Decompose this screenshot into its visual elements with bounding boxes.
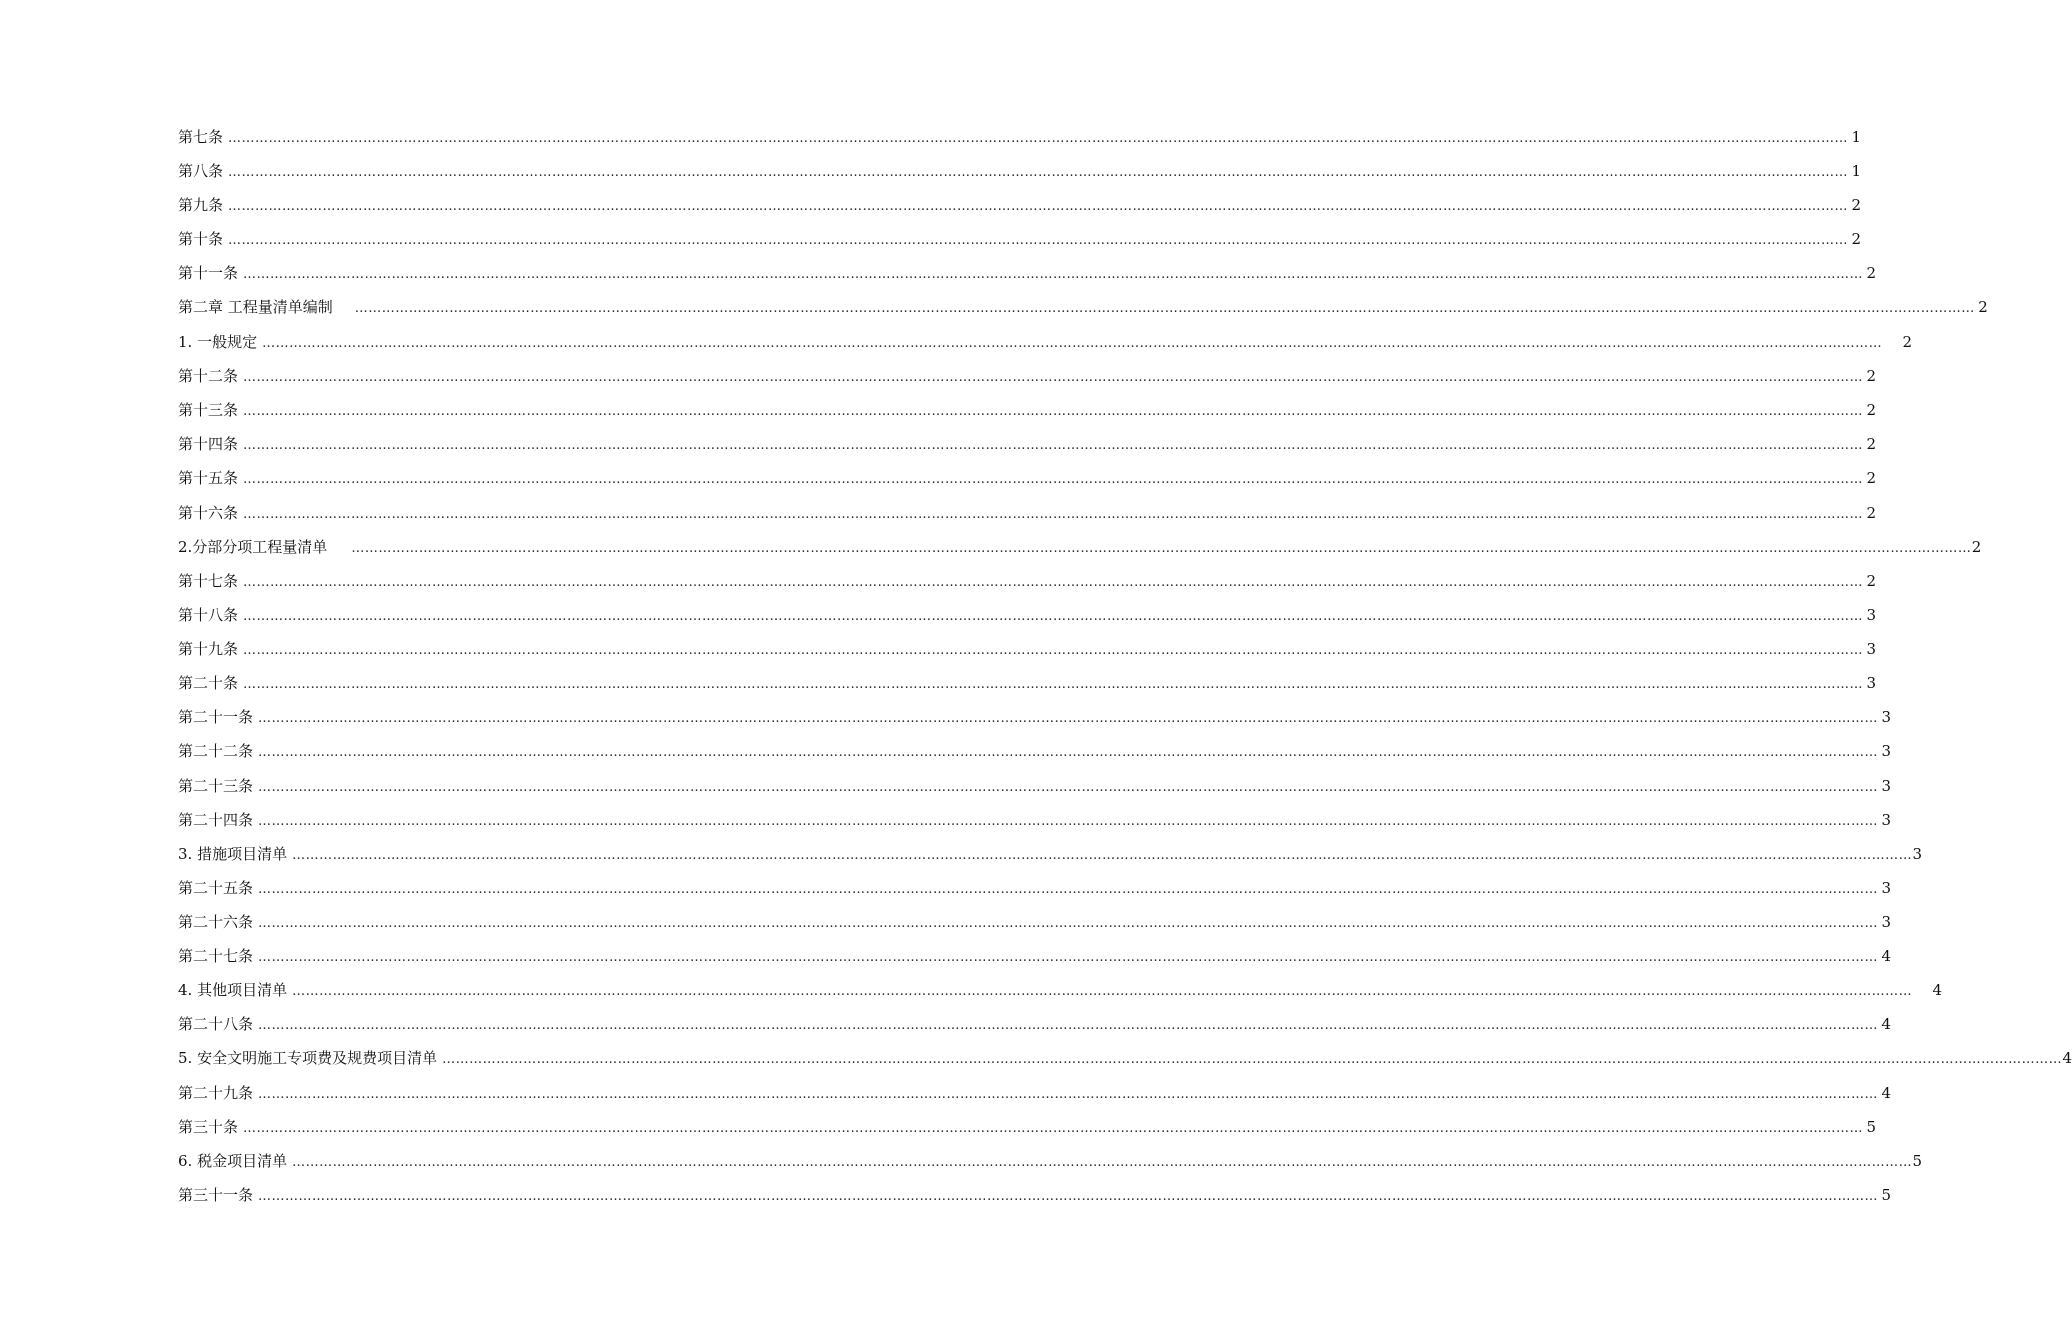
toc-entry-label: 第七条 xyxy=(178,128,224,146)
toc-entry-page: 4 xyxy=(1881,1015,1892,1033)
toc-entry-label: 4. 其他项目清单 xyxy=(178,981,288,999)
toc-entry-label: 第十六条 xyxy=(178,504,239,522)
toc-entry[interactable] xyxy=(178,399,1877,419)
toc-entry[interactable] xyxy=(178,877,1892,897)
toc-leader-dots: ……………………………………………………………………………………………………………………………………………………………………………………………………………………………………………………………………………………………………………………………… xyxy=(228,165,1849,180)
toc-leader-dots: ……………………………………………………………………………………………………………………………………………………………………………………………………………………………………………………………………………………………………………………………… xyxy=(243,575,1864,590)
toc-entry-page: 1 xyxy=(1851,162,1862,180)
toc-leader-dots: ……………………………………………………………………………………………………………………………………………………………………………………………………………………………………………………………………………………………………………………………… xyxy=(243,609,1864,624)
toc-entry-page: 4 xyxy=(2062,1049,2072,1067)
toc-entry[interactable] xyxy=(178,843,1923,863)
toc-leader-dots: ……………………………………………………………………………………………………………………………………………………………………………………………………………………………………………………………………………………………………………………………… xyxy=(243,370,1864,385)
toc-entry-page: 3 xyxy=(1881,879,1892,897)
toc-entry-label: 第十九条 xyxy=(178,640,239,658)
toc-entry[interactable] xyxy=(178,911,1892,931)
toc-leader-dots: ……………………………………………………………………………………………………………………………………………………………………………………………………………………………………………………………………………………………………………………………… xyxy=(243,438,1864,453)
toc-entry[interactable] xyxy=(178,536,1982,556)
toc-entry[interactable] xyxy=(178,979,1943,999)
toc-leader-dots: ……………………………………………………………………………………………………………………………………………………………………………………………………………………………………………………………………………………………………………………………… xyxy=(243,643,1864,658)
toc-leader-dots: ……………………………………………………………………………………………………………………………………………………………………………………………………………………………………………………………………………………………………………………………… xyxy=(258,950,1879,965)
toc-entry-label: 第十三条 xyxy=(178,401,239,419)
toc-entry-label: 第九条 xyxy=(178,196,224,214)
toc-entry-page: 3 xyxy=(1881,742,1892,760)
toc-entry[interactable] xyxy=(178,604,1877,624)
toc-entry-label: 第二章 工程量清单编制 xyxy=(178,298,333,316)
toc-leader-dots: ……………………………………………………………………………………………………………………………………………………………………………………………………………………………………………………………………………………………………………………………… xyxy=(258,780,1879,795)
toc-entry-page: 1 xyxy=(1851,128,1862,146)
toc-entry-label: 3. 措施项目清单 xyxy=(178,845,288,863)
toc-entry[interactable] xyxy=(178,672,1877,692)
toc-entry-label: 第二十六条 xyxy=(178,913,254,931)
toc-entry-label: 2.分部分项工程量清单 xyxy=(178,538,328,556)
toc-entry[interactable] xyxy=(178,126,1862,146)
toc-entry-label: 第二十二条 xyxy=(178,742,254,760)
toc-entry-page: 5 xyxy=(1866,1118,1877,1136)
toc-leader-dots: ……………………………………………………………………………………………………………………………………………………………………………………………………………………………………………………………………………………………………………………………… xyxy=(228,233,1849,248)
toc-entry-label: 第二十七条 xyxy=(178,947,254,965)
toc-entry-page: 3 xyxy=(1881,708,1892,726)
toc-leader-dots: ……………………………………………………………………………………………………………………………………………………………………………………………………………………………………………………………………………………………………………………………… xyxy=(354,301,1975,316)
toc-entry-label: 第八条 xyxy=(178,162,224,180)
toc-entry-label: 第二十五条 xyxy=(178,879,254,897)
toc-entry[interactable] xyxy=(178,706,1892,726)
toc-entry-label: 第三十一条 xyxy=(178,1186,254,1204)
toc-entry-page: 2 xyxy=(1866,367,1877,385)
toc-leader-dots: ……………………………………………………………………………………………………………………………………………………………………………………………………………………………………………………………………………………………………………………………… xyxy=(228,131,1849,146)
toc-entry-page: 2 xyxy=(1902,333,1913,351)
toc-entry[interactable] xyxy=(178,740,1892,760)
toc-entry-page: 4 xyxy=(1881,947,1892,965)
toc-entry-label: 第十条 xyxy=(178,230,224,248)
toc-entry[interactable] xyxy=(178,1082,1892,1102)
toc-entry[interactable] xyxy=(178,228,1862,248)
toc-leader-dots: ……………………………………………………………………………………………………………………………………………………………………………………………………………………………………………………………………………………………………………………………… xyxy=(258,916,1879,931)
toc-entry-page: 3 xyxy=(1881,777,1892,795)
toc-entry[interactable] xyxy=(178,502,1877,522)
toc-entry[interactable] xyxy=(178,570,1877,590)
toc-entry-label: 第二十四条 xyxy=(178,811,254,829)
toc-leader-dots: ……………………………………………………………………………………………………………………………………………………………………………………………………………………………………………………………………………………………………………………………… xyxy=(262,336,1883,351)
toc-entry[interactable] xyxy=(178,1047,2072,1067)
toc-entry[interactable] xyxy=(178,296,1988,316)
toc-leader-dots: ……………………………………………………………………………………………………………………………………………………………………………………………………………………………………………………………………………………………………………………………… xyxy=(258,814,1879,829)
toc-leader-dots: ……………………………………………………………………………………………………………………………………………………………………………………………………………………………………………………………………………………………………………………………… xyxy=(292,1155,1913,1170)
toc-entry-label: 第十七条 xyxy=(178,572,239,590)
toc-entry-label: 第十五条 xyxy=(178,469,239,487)
toc-leader-dots: ……………………………………………………………………………………………………………………………………………………………………………………………………………………………………………………………………………………………………………………………… xyxy=(258,882,1879,897)
toc-entry[interactable] xyxy=(178,262,1877,282)
toc-entry[interactable] xyxy=(178,433,1877,453)
toc-entry[interactable] xyxy=(178,365,1877,385)
toc-entry-page: 3 xyxy=(1881,811,1892,829)
toc-entry-page: 2 xyxy=(1851,230,1862,248)
toc-entry-label: 第二十一条 xyxy=(178,708,254,726)
toc-leader-dots: ……………………………………………………………………………………………………………………………………………………………………………………………………………………………………………………………………………………………………………………………… xyxy=(258,1087,1879,1102)
toc-entry[interactable] xyxy=(178,331,1913,351)
toc-entry-page: 3 xyxy=(1912,845,1923,863)
toc-leader-dots: ……………………………………………………………………………………………………………………………………………………………………………………………………………………………………………………………………………………………………………………………… xyxy=(258,1189,1879,1204)
toc-entry-page: 2 xyxy=(1866,264,1877,282)
toc-entry[interactable] xyxy=(178,194,1862,214)
toc-entry-label: 第二十三条 xyxy=(178,777,254,795)
toc-entry-label: 第二十条 xyxy=(178,674,239,692)
toc-entry-label: 1. 一般规定 xyxy=(178,333,258,351)
toc-leader-dots: ……………………………………………………………………………………………………………………………………………………………………………………………………………………………………………………………………………………………………………………………… xyxy=(258,711,1879,726)
toc-entry-label: 第二十九条 xyxy=(178,1084,254,1102)
toc-entry-label: 第十二条 xyxy=(178,367,239,385)
toc-entry-page: 2 xyxy=(1866,401,1877,419)
toc-entry[interactable] xyxy=(178,945,1892,965)
toc-entry[interactable] xyxy=(178,1116,1877,1136)
toc-entry-page: 4 xyxy=(1932,981,1943,999)
toc-entry[interactable] xyxy=(178,775,1892,795)
toc-entry-page: 3 xyxy=(1866,674,1877,692)
toc-leader-dots: ……………………………………………………………………………………………………………………………………………………………………………………………………………………………………………………………………………………………………………………………… xyxy=(243,404,1864,419)
toc-entry[interactable] xyxy=(178,467,1877,487)
toc-leader-dots: ……………………………………………………………………………………………………………………………………………………………………………………………………………………………………………………………………………………………………………………………… xyxy=(243,677,1864,692)
toc-leader-dots: ……………………………………………………………………………………………………………………………………………………………………………………………………………………………………………………………………………………………………………………………… xyxy=(258,1018,1879,1033)
toc-entry[interactable] xyxy=(178,1184,1892,1204)
toc-leader-dots: ……………………………………………………………………………………………………………………………………………………………………………………………………………………………………………………………………………………………………………………………… xyxy=(292,984,1913,999)
toc-entry-page: 2 xyxy=(1866,435,1877,453)
toc-entry-label: 第十八条 xyxy=(178,606,239,624)
toc-leader-dots: ……………………………………………………………………………………………………………………………………………………………………………………………………………………………………………………………………………………………………………………………… xyxy=(243,507,1864,522)
toc-entry-page: 3 xyxy=(1866,640,1877,658)
toc-entry-page: 3 xyxy=(1866,606,1877,624)
toc-leader-dots: ……………………………………………………………………………………………………………………………………………………………………………………………………………………………………………………………………………………………………………………………… xyxy=(442,1052,2063,1067)
toc-entry-page: 2 xyxy=(1971,538,1982,556)
toc-entry-page: 2 xyxy=(1851,196,1862,214)
toc-entry[interactable] xyxy=(178,160,1862,180)
toc-entry[interactable] xyxy=(178,809,1892,829)
toc-entry-label: 第十四条 xyxy=(178,435,239,453)
toc-entry-page: 2 xyxy=(1866,469,1877,487)
toc-entry-label: 6. 税金项目清单 xyxy=(178,1152,288,1170)
toc-leader-dots: ……………………………………………………………………………………………………………………………………………………………………………………………………………………………………………………………………………………………………………………………… xyxy=(292,848,1913,863)
toc-leader-dots: ……………………………………………………………………………………………………………………………………………………………………………………………………………………………………………………………………………………………………………………………… xyxy=(351,541,1972,556)
toc-leader-dots: ……………………………………………………………………………………………………………………………………………………………………………………………………………………………………………………………………………………………………………………………… xyxy=(243,1121,1864,1136)
toc-entry-page: 5 xyxy=(1912,1152,1923,1170)
toc-entry-page: 2 xyxy=(1866,504,1877,522)
toc-entry-label: 第十一条 xyxy=(178,264,239,282)
toc-entry-label: 第三十条 xyxy=(178,1118,239,1136)
toc-entry[interactable] xyxy=(178,1150,1923,1170)
toc-entry-page: 2 xyxy=(1866,572,1877,590)
toc-leader-dots: ……………………………………………………………………………………………………………………………………………………………………………………………………………………………………………………………………………………………………………………………… xyxy=(243,267,1864,282)
toc-entry[interactable] xyxy=(178,1013,1892,1033)
toc-entry-page: 4 xyxy=(1881,1084,1892,1102)
toc-entry-page: 2 xyxy=(1978,298,1988,316)
toc-entry[interactable] xyxy=(178,638,1877,658)
toc-entry-page: 3 xyxy=(1881,913,1892,931)
toc-leader-dots: ……………………………………………………………………………………………………………………………………………………………………………………………………………………………………………………………………………………………………………………………… xyxy=(243,472,1864,487)
toc-leader-dots: ……………………………………………………………………………………………………………………………………………………………………………………………………………………………………………………………………………………………………………………………… xyxy=(228,199,1849,214)
toc-leader-dots: ……………………………………………………………………………………………………………………………………………………………………………………………………………………………………………………………………………………………………………………………… xyxy=(258,745,1879,760)
toc-entry-label: 第二十八条 xyxy=(178,1015,254,1033)
toc-entry-page: 5 xyxy=(1881,1186,1892,1204)
toc-entry-label: 5. 安全文明施工专项费及规费项目清单 xyxy=(178,1049,438,1067)
